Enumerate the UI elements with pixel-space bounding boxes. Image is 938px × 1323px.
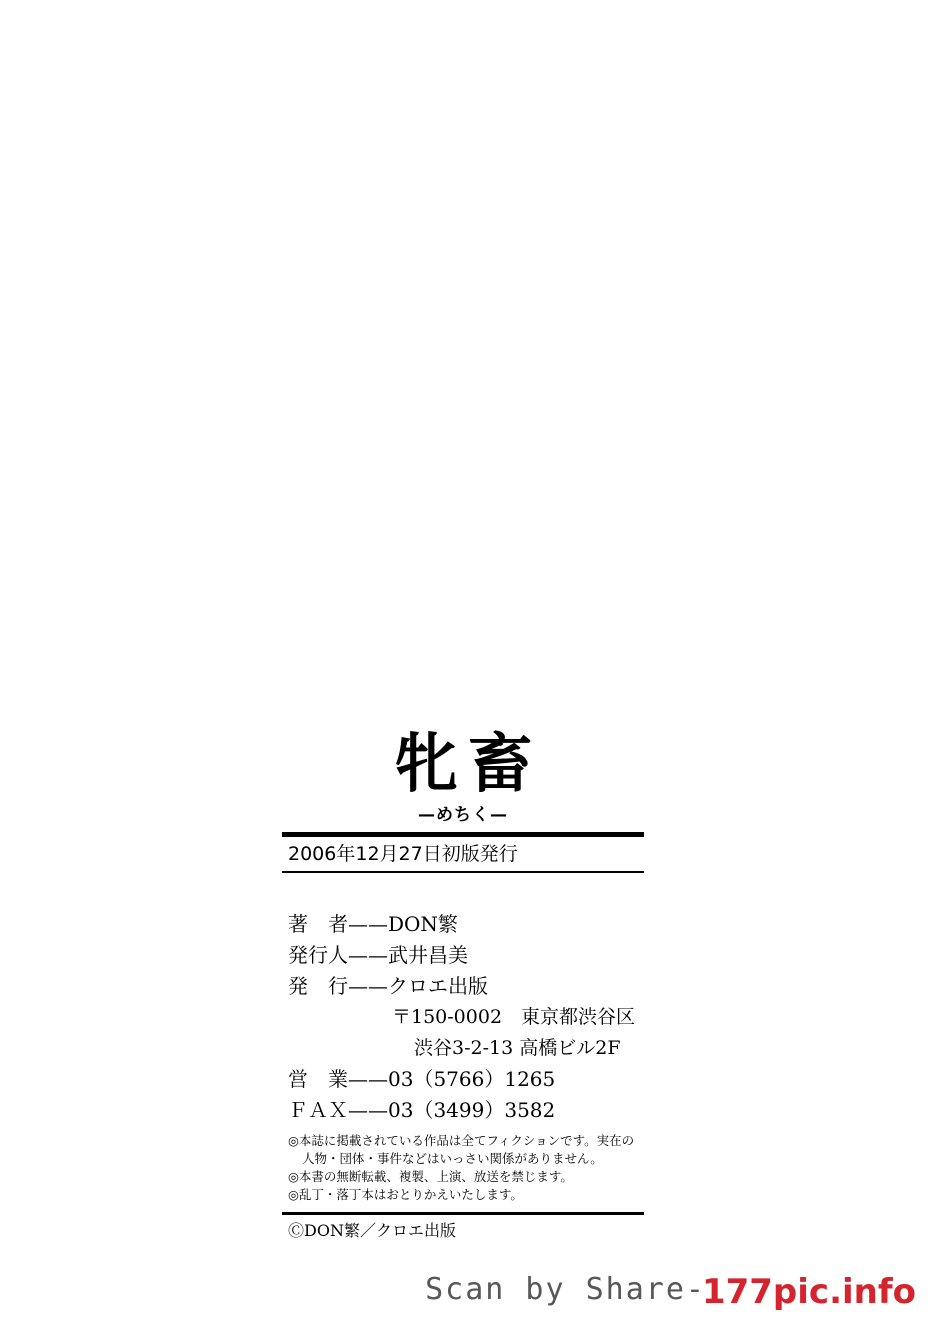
contact-row-sales [288,1064,644,1095]
credit-label-publisher: 発 行—— [288,974,388,998]
legal-note-4: ◎乱丁・落丁本はおとりかえいたします。 [288,1187,523,1202]
credit-row-publisher [288,971,644,1002]
address-line-2: 渋谷3-2-13 高橋ビル2F [414,1037,621,1059]
copyright-line: ⒸDON繁／クロエ出版 [288,1221,456,1240]
publication-date: 2006年12月27日初版発行 [288,843,518,865]
address-line-1: 〒150-0002 東京都渋谷区 [392,1006,636,1028]
contact-label-fax: ＦＡＸ—— [288,1098,388,1122]
contact-row-fax [288,1095,644,1126]
credits-list [282,909,644,1064]
credit-row-publisher-person [288,940,644,971]
credit-label-publisher-person: 発行人—— [288,943,388,967]
credit-label-author: 著 者—— [288,912,388,936]
divider-thin [282,871,644,873]
page-title: 牝畜 [394,727,542,802]
watermark-highlight: 177pic.info [701,1272,916,1312]
contact-value-fax: 03（3499）3582 [388,1098,556,1122]
colophon-block [282,728,644,1243]
contact-list [282,1064,644,1126]
page-subtitle: —めちく— [418,805,508,825]
contact-value-sales: 03（5766）1265 [388,1067,556,1091]
scan-watermark [0,1268,938,1312]
title-block [282,728,644,826]
watermark-text: Scan by Share- [425,1272,706,1307]
credit-row-author [288,909,644,940]
contact-label-sales: 営 業—— [288,1067,388,1091]
credit-value-author: DON繁 [388,912,458,936]
legal-notes [282,1132,644,1204]
credit-value-publisher: クロエ出版 [388,974,488,998]
legal-note-2: 人物・団体・事件などはいっさい関係がありません。 [302,1151,603,1166]
legal-note-1: ◎本誌に掲載されている作品は全てフィクションです。実在の [288,1133,635,1148]
legal-note-3: ◎本書の無断転載、複製、上演、放送を禁じます。 [288,1169,573,1184]
credit-value-publisher-person: 武井昌美 [388,943,468,967]
